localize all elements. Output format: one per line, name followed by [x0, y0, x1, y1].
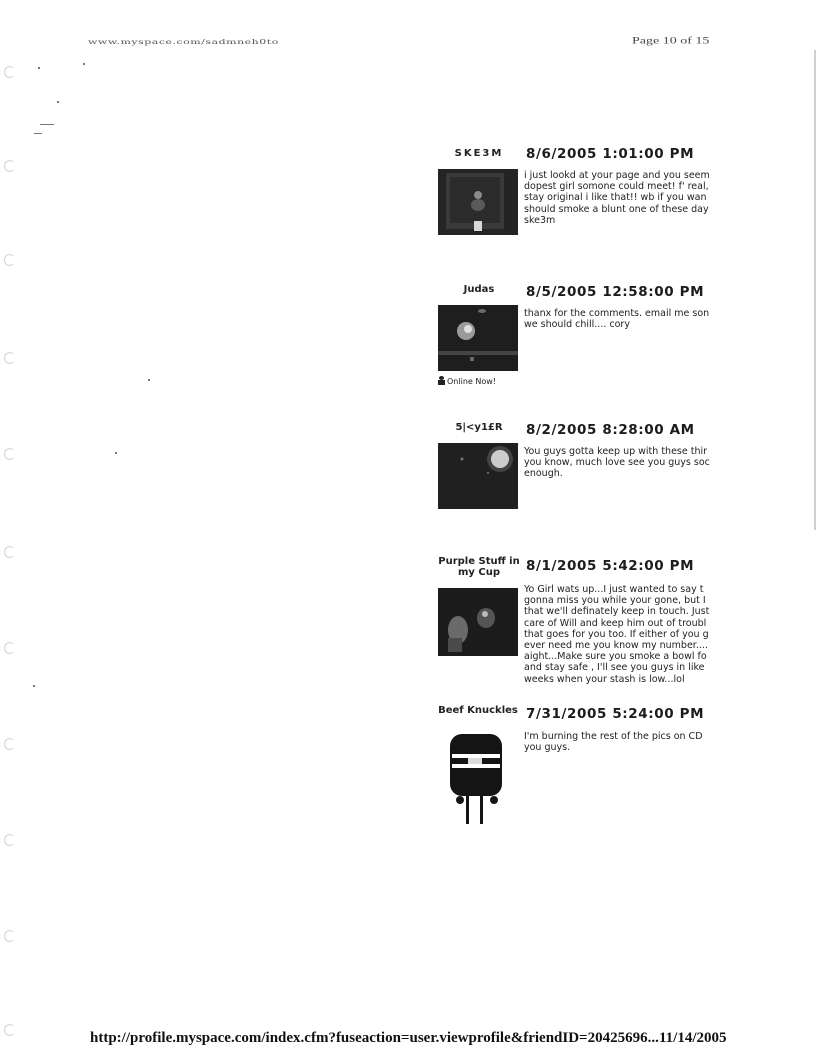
comment-author[interactable]: Judas	[463, 284, 495, 295]
footer-date: 11/14/2005	[659, 1030, 727, 1046]
comment-text: You guys gotta keep up with these thir you know, much love see you guys soc enough.	[524, 446, 710, 480]
scan-speck	[40, 124, 54, 125]
comment-author[interactable]: SKE3M	[454, 148, 504, 159]
online-status: Online Now!	[447, 377, 496, 386]
scan-speck	[83, 63, 85, 65]
online-now-badge	[438, 376, 496, 386]
comment-author[interactable]: Purple Stuff in my Cup	[438, 556, 520, 578]
author-photo[interactable]	[438, 305, 518, 371]
scan-speck	[148, 379, 150, 381]
punch-hole	[4, 642, 15, 654]
page-number: Page 10 of 15	[632, 36, 710, 47]
scan-speck	[57, 101, 59, 103]
punch-hole	[4, 834, 15, 846]
scan-speck	[33, 685, 35, 687]
punch-hole	[4, 738, 15, 750]
comment-entry	[438, 704, 734, 834]
scan-speck	[38, 67, 40, 69]
punch-hole	[4, 160, 15, 172]
comment-entry	[438, 556, 734, 696]
scan-speck	[34, 133, 42, 134]
comment-text: i just lookd at your page and you seem dopest girl somone could meet! f' real, stay original i like that!! wb if you wan should smoke a blunt one of these day ske3m	[524, 170, 710, 226]
punch-hole	[4, 352, 15, 364]
author-photo[interactable]	[438, 169, 518, 235]
comment-entry	[438, 420, 734, 510]
author-photo[interactable]	[438, 443, 518, 509]
comment-entry	[438, 282, 734, 392]
comment-entry	[438, 144, 734, 240]
punch-hole	[4, 254, 15, 266]
punch-hole	[4, 448, 15, 460]
person-icon	[438, 376, 445, 385]
comment-date: 8/2/2005 8:28:00 AM	[526, 422, 695, 438]
comment-author[interactable]: 5|<y1£R	[455, 422, 503, 433]
scan-speck	[115, 452, 117, 454]
punch-hole	[4, 66, 15, 78]
footer-url[interactable]: http://profile.myspace.com/index.cfm?fuseaction=user.viewprofile&friendID=20425696...	[90, 1030, 659, 1046]
comment-date: 8/5/2005 12:58:00 PM	[526, 284, 705, 300]
comment-text: Yo Girl wats up...I just wanted to say t gonna miss you while your gone, but I that we'll definately keep in touch. Just care of Will and keep him out of troubl that goes for you too. If either of you g ever need me you know my number.... aight...Make sure you smoke a bowl fo and stay safe , I'll see you guys in like weeks when your stash is low...lol	[524, 584, 710, 685]
comment-date: 7/31/2005 5:24:00 PM	[526, 706, 705, 722]
header-url[interactable]: www.myspace.com/sadmneh0to	[88, 38, 279, 46]
comment-author[interactable]: Beef Knuckles	[438, 705, 518, 716]
author-photo[interactable]	[438, 730, 518, 834]
comment-text: thanx for the comments. email me son we should chill.... cory	[524, 308, 710, 331]
punch-hole	[4, 546, 15, 558]
author-photo[interactable]	[438, 588, 518, 656]
punch-hole	[4, 930, 15, 942]
comment-date: 8/6/2005 1:01:00 PM	[526, 146, 695, 162]
comment-date: 8/1/2005 5:42:00 PM	[526, 558, 695, 574]
punch-hole	[4, 1024, 15, 1036]
comment-text: I'm burning the rest of the pics on CD you guys.	[524, 731, 703, 754]
